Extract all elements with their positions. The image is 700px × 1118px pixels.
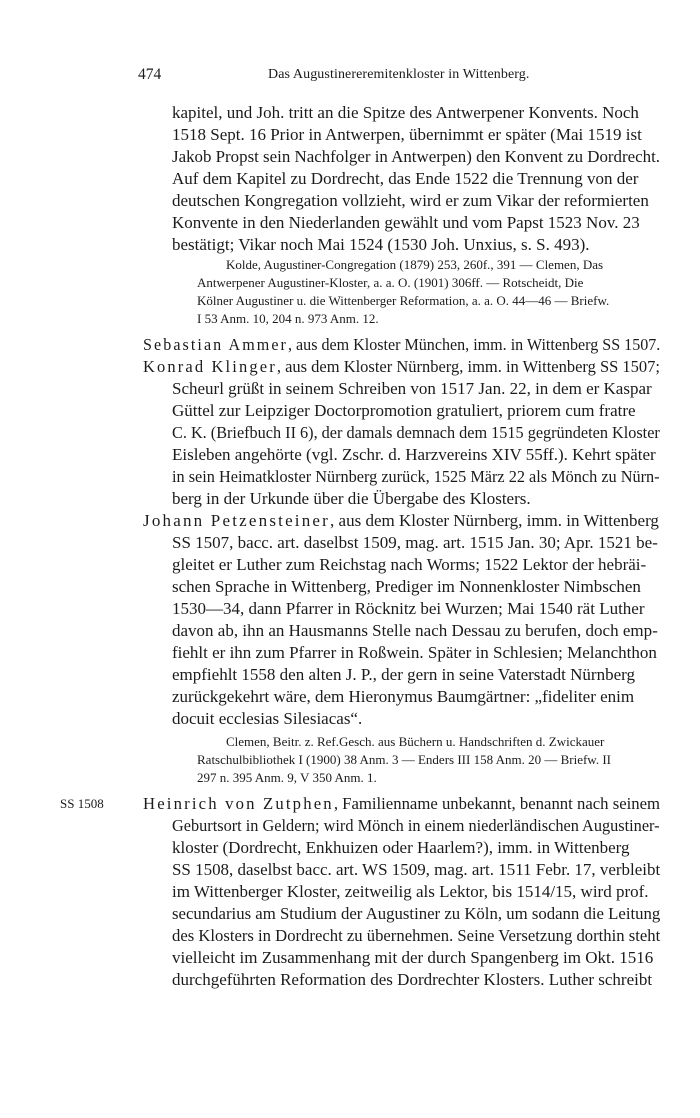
- page-number: 474: [138, 66, 162, 83]
- text-line: in sein Heimatkloster Nürnberg zurück, 1525 März 22 als Mönch zu Nürn-: [172, 467, 660, 486]
- text-line: kloster (Dordrecht, Enkhuizen oder Haarlem?), imm. in Wittenberg: [172, 838, 630, 857]
- reference-line: Clemen, Beitr. z. Ref.Gesch. aus Büchern u. Handschriften d. Zwickauer: [226, 734, 605, 749]
- text-line: Jakob Propst sein Nachfolger in Antwerpen) den Konvent zu Dordrecht.: [172, 147, 660, 166]
- entry-text: , aus dem Kloster Nürnberg, imm. in Wittenberg SS 1507;: [276, 357, 660, 376]
- text-line: C. K. (Briefbuch II 6), der damals demnach dem 1515 gegründeten Kloster: [172, 423, 660, 442]
- entry-text: , aus dem Kloster München, imm. in Wittenberg SS 1507.: [287, 335, 661, 354]
- entry-name: Sebastian Ammer: [143, 335, 288, 354]
- text-line: Geburtsort in Geldern; wird Mönch in einem niederländischen Augustiner-: [172, 816, 660, 835]
- page-header: [0, 66, 700, 86]
- reference-line: I 53 Anm. 10, 204 n. 973 Anm. 12.: [197, 311, 379, 326]
- text-line: fiehlt er ihn zum Pfarrer in Roßwein. Später in Schlesien; Melanchthon: [172, 643, 657, 662]
- text-line: des Klosters in Dordrecht zu übernehmen. Seine Versetzung dorthin steht: [172, 926, 661, 945]
- reference-line: Ratschulbibliothek I (1900) 38 Anm. 3 — Enders III 158 Anm. 20 — Briefw. II: [197, 752, 612, 767]
- entry-first-line: [143, 334, 660, 356]
- entry-name: Johann Petzensteiner: [143, 511, 331, 530]
- text-line: 1530—34, dann Pfarrer in Röcknitz bei Wurzen; Mai 1540 rät Luther: [172, 599, 645, 618]
- text-line: SS 1508, daselbst bacc. art. WS 1509, mag. art. 1511 Febr. 17, verbleibt: [172, 860, 661, 879]
- entry-name: Konrad Klinger: [143, 357, 277, 376]
- reference-line: 297 n. 395 Anm. 9, V 350 Anm. 1.: [197, 770, 377, 785]
- margin-note: SS 1508: [60, 796, 104, 811]
- reference-line: Antwerpener Augustiner-Kloster, a. a. O. (1901) 306ff. — Rotscheidt, Die: [197, 275, 584, 290]
- text-line: Güttel zur Leipziger Doctorpromotion gratuliert, priorem cum fratre: [172, 401, 636, 420]
- entry-text: , aus dem Kloster Nürnberg, imm. in Wittenberg: [330, 511, 659, 530]
- text-line: 1518 Sept. 16 Prior in Antwerpen, übernimmt er später (Mai 1519 ist: [172, 125, 642, 144]
- text-line: SS 1507, bacc. art. daselbst 1509, mag. art. 1515 Jan. 30; Apr. 1521 be-: [172, 533, 658, 552]
- text-line: gleitet er Luther zum Reichstag nach Worms; 1522 Lektor der hebräi-: [172, 555, 647, 574]
- text-line: deutschen Kongregation vollzieht, wird er zum Vikar der reformierten: [172, 191, 649, 210]
- text-line: kapitel, und Joh. tritt an die Spitze des Antwerpener Konvents. Noch: [172, 103, 639, 122]
- text-line: Konvente in den Niederlanden gewählt und vom Papst 1523 Nov. 23: [172, 213, 640, 232]
- reference-line: Kölner Augustiner u. die Wittenberger Reformation, a. a. O. 44—46 — Briefw.: [197, 293, 610, 308]
- text-line: Eisleben angehörte (vgl. Zschr. d. Harzvereins XIV 55ff.). Kehrt später: [172, 445, 656, 464]
- text-line: bestätigt; Vikar noch Mai 1524 (1530 Joh. Unxius, s. S. 493).: [172, 235, 590, 254]
- text-line: zurückgekehrt wäre, dem Hieronymus Baumgärtner: „fideliter enim: [172, 687, 635, 706]
- text-line: davon ab, ihn an Hausmanns Stelle nach Dessau zu berufen, doch emp-: [172, 621, 658, 640]
- text-line: berg in der Urkunde über die Übergabe des Klosters.: [172, 489, 531, 508]
- running-title: Das Augustinereremitenkloster in Wittenberg.: [268, 67, 530, 82]
- text-line: Scheurl grüßt in seinem Schreiben von 1517 Jan. 22, in dem er Kaspar: [172, 379, 652, 398]
- text-line: secundarius am Studium der Augustiner zu Köln, um sodann die Leitung: [172, 904, 661, 923]
- entry-text: , Familienname unbekannt, benannt nach seinem: [333, 794, 661, 813]
- text-line: im Wittenberger Kloster, zeitweilig als Lektor, bis 1514/15, wird prof.: [172, 882, 649, 901]
- entry-first-line: [143, 793, 660, 815]
- entry-first-line: [143, 510, 659, 532]
- entry-first-line: [143, 356, 660, 378]
- text-line: Auf dem Kapitel zu Dordrecht, das Ende 1522 die Trennung von der: [172, 169, 639, 188]
- text-line: durchgeführten Reformation des Dordrechter Klosters. Luther schreibt: [172, 970, 653, 989]
- text-line: empfiehlt 1558 den alten J. P., der gern in seine Vaterstadt Nürnberg: [172, 665, 635, 684]
- text-line: vielleicht im Zusammenhang mit der durch Spangenberg im Okt. 1516: [172, 948, 654, 967]
- reference-line: Kolde, Augustiner-Congregation (1879) 253, 260f., 391 — Clemen, Das: [226, 257, 604, 272]
- text-line: schen Sprache in Wittenberg, Prediger im Nonnenkloster Nimbschen: [172, 577, 641, 596]
- text-line: docuit ecclesias Silesiacas“.: [172, 709, 363, 728]
- entry-name: Heinrich von Zutphen: [143, 794, 334, 813]
